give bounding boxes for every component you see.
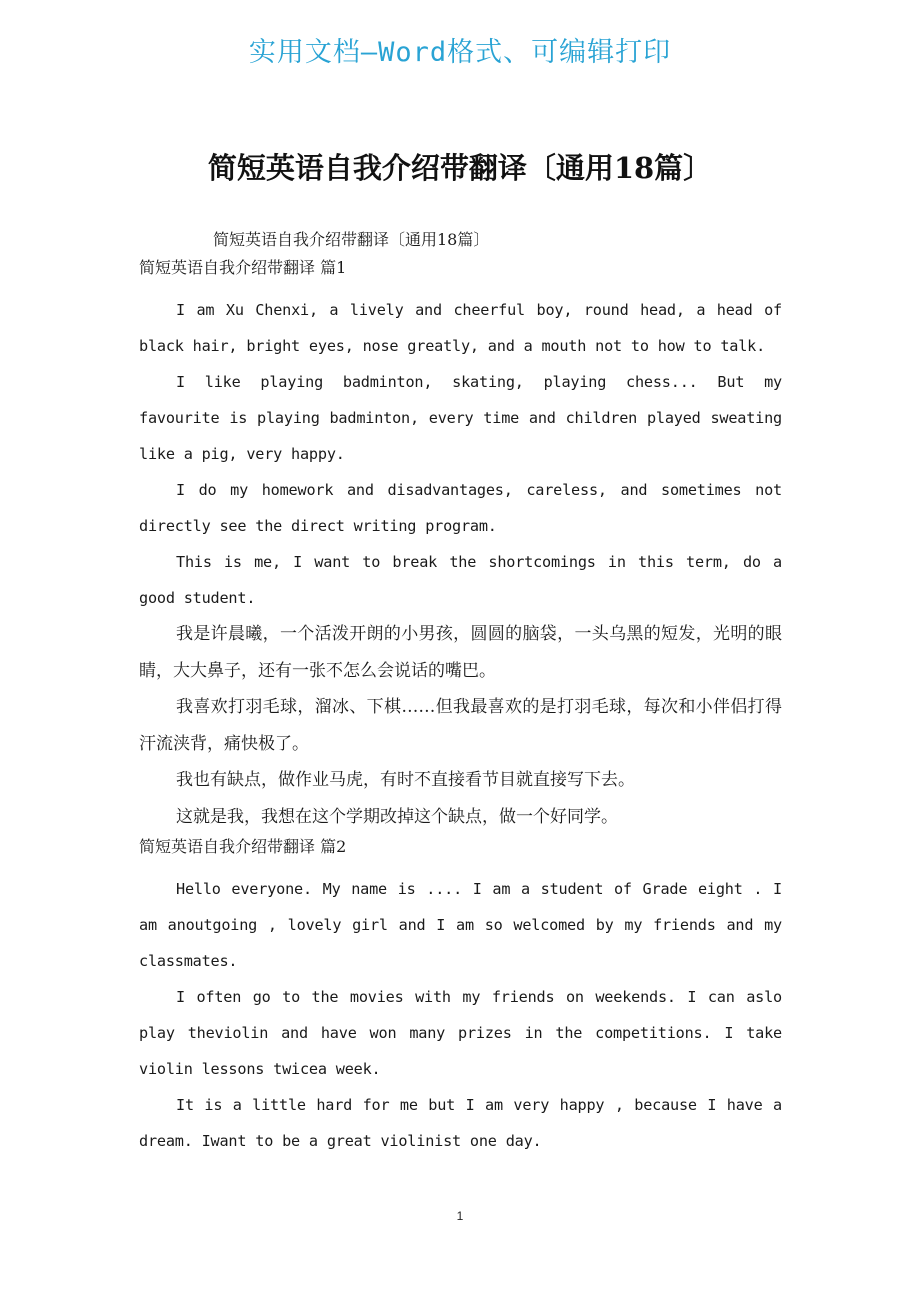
section-heading: 简短英语自我介绍带翻译 篇2 bbox=[139, 837, 347, 856]
paragraph: 我喜欢打羽毛球，溜冰、下棋……但我最喜欢的是打羽毛球，每次和小伴侣打得汗流浃背，痛快极了。 bbox=[139, 697, 782, 754]
section-heading: 简短英语自我介绍带翻译 篇1 bbox=[139, 258, 347, 277]
paragraph: I do my homework and disadvantages, careless, and sometimes not directly see the direct writing program. bbox=[139, 481, 782, 535]
section-1 bbox=[139, 256, 782, 835]
page-number: 1 bbox=[456, 1209, 464, 1223]
paragraph: 这就是我，我想在这个学期改掉这个缺点，做一个好同学。 bbox=[176, 806, 618, 827]
section-2 bbox=[139, 835, 782, 1159]
paragraph: I am Xu Chenxi, a lively and cheerful boy, round head, a head of black hair, bright eyes, nose greatly, and a mouth not to how to talk. bbox=[139, 301, 782, 355]
paragraph: I like playing badminton, skating, playing chess... But my favourite is playing badminton, every time and children played sweating like a pig, very happy. bbox=[139, 373, 782, 463]
paragraph: 我是许晨曦，一个活泼开朗的小男孩，圆圆的脑袋，一头乌黑的短发，光明的眼睛，大大鼻子，还有一张不怎么会说话的嘴巴。 bbox=[139, 624, 782, 681]
document-title: 简短英语自我介绍带翻译〔通用18篇〕 bbox=[207, 151, 713, 185]
paragraph: 我也有缺点，做作业马虎，有时不直接看节目就直接写下去。 bbox=[176, 770, 635, 790]
paragraph: I often go to the movies with my friends on weekends. I can aslo play theviolin and have won many prizes in the competitions. I take violin lessons twicea week. bbox=[139, 988, 782, 1078]
document-body bbox=[139, 228, 782, 1159]
paragraph: It is a little hard for me but I am very happy , because I have a dream. Iwant to be a great violinist one day. bbox=[139, 1096, 782, 1150]
document-subtitle: 简短英语自我介绍带翻译〔通用18篇〕 bbox=[213, 230, 490, 249]
paragraph: This is me, I want to break the shortcomings in this term, do a good student. bbox=[139, 553, 782, 607]
document-banner: 实用文档—Word格式、可编辑打印 bbox=[248, 37, 672, 68]
paragraph: Hello everyone. My name is .... I am a student of Grade eight . I am anoutgoing , lovely girl and I am so welcomed by my friends and my classmates. bbox=[139, 880, 782, 970]
